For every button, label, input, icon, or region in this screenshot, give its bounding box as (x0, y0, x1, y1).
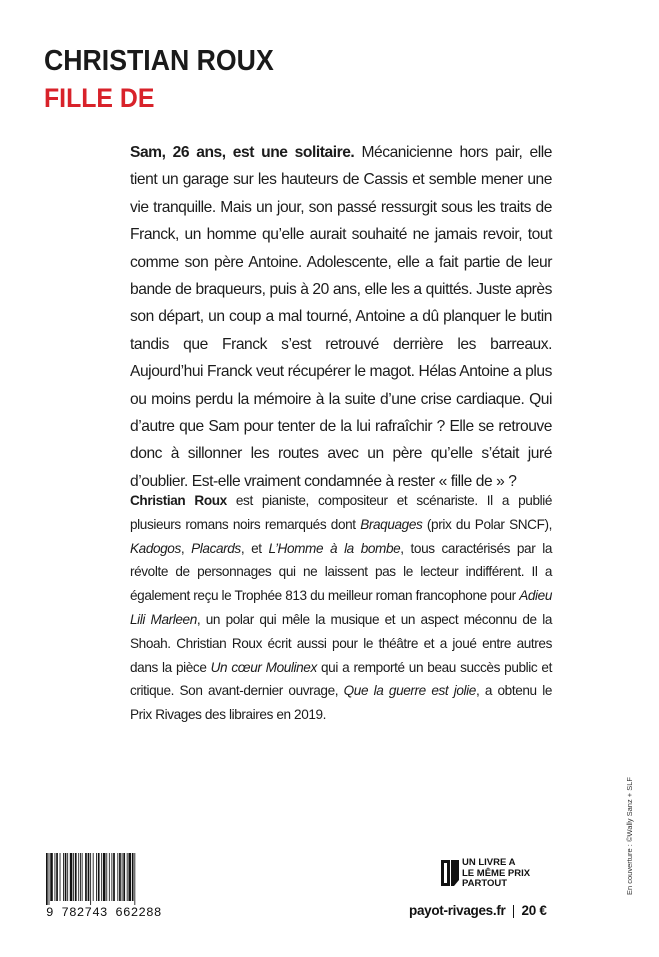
synopsis-lead: Sam, 26 ans, est une solitaire. (130, 144, 355, 161)
bio-text: (prix du Polar SNCF), (422, 516, 552, 532)
publisher-website[interactable]: payot-rivages.fr (409, 903, 506, 918)
barcode-bar (122, 853, 123, 901)
barcode-bar (67, 853, 68, 901)
bio-work-title: Que la guerre est jolie (343, 683, 476, 699)
barcode-bars (44, 853, 162, 905)
barcode-bar (85, 853, 87, 901)
barcode-bar (106, 853, 107, 901)
bio-text: qui a remporté un beau succès public et critique. Son avant-dernier ouvrage, (130, 659, 552, 699)
barcode-bar (56, 853, 58, 901)
barcode-bar (113, 853, 115, 901)
separator (513, 905, 514, 918)
author-name: CHRISTIAN ROUX (44, 45, 274, 77)
publisher-line (409, 903, 547, 918)
barcode-bar (111, 853, 112, 901)
bio-text: , un polar qui mêle la musique et un aspect méconnu de la Shoah. Christian Roux écrit aussi pour le théâtre et a joué entre autres dans la pièce (130, 611, 552, 675)
fixed-price-notice (462, 858, 530, 890)
bio-text: , (180, 540, 192, 556)
fixed-price-line: UN LIVRE A (462, 857, 516, 868)
barcode-bar (49, 853, 50, 905)
barcode-bar (98, 853, 100, 901)
bio-author-name: Christian Roux (130, 493, 227, 508)
barcode-bar (63, 853, 64, 901)
barcode-bar (80, 853, 81, 901)
fixed-price-line: PARTOUT (462, 878, 508, 889)
synopsis-text: Mécanicienne hors pair, elle tient un garage sur les hauteurs de Cassis et semble mener une vie tranquille. Mais un jour, son passé ressurgit sous les traits de Franck, un homme qu’elle aurait souhaité ne jamais revoir, tout comme son père Antoine. Adolescente, elle a fait partie de leur bande de braqueurs, puis à 20 ans, elle les a quittés. Juste après son départ, un coup a mal tourné, Antoine a dû planquer le butin tandis que Franck s’est retrouvé derrière les barreaux. Aujourd’hui Franck veut récupérer le magot. Hélas Antoine a plus ou moins perdu la mémoire à la suite d’une crise cardiaque. Qui d’autre que Sam pour tenter de la lui rafraîchir ? Elle se retrouve donc à sillonner les routes avec un père qu’elle s’était juré d’oublier. Est-elle vraiment condamnée à rester « fille de » ? (130, 144, 552, 490)
bio-work-title: L’Homme à la bombe (268, 540, 401, 556)
barcode-bar (88, 853, 90, 901)
book-price: 20 € (521, 903, 547, 918)
fixed-price-line: LE MÊME PRIX (462, 867, 531, 879)
barcode-bar (132, 853, 134, 901)
bio-text: , tous caractérisés par la révolte de personnages qui ne laissent pas le lecteur indifférent. Il a également reçu le Trophée 813 du meilleur roman francophone pour (130, 540, 552, 604)
barcode-bar (123, 853, 125, 901)
barcode-bar (109, 853, 110, 901)
bio-work-title: Adieu Lili Marleen (130, 588, 552, 627)
cover-photo-credit: En couverture : ©Wally Sanz + SLF (625, 776, 634, 895)
barcode-bar (73, 853, 74, 901)
barcode-bar (101, 853, 102, 901)
barcode-bar (117, 853, 118, 901)
barcode-bar (134, 853, 135, 905)
barcode-bar (60, 853, 61, 901)
synopsis-paragraph (130, 139, 552, 495)
barcode-bar (82, 853, 83, 901)
barcode-bar (50, 853, 53, 901)
bio-work-title: Placards (191, 540, 241, 556)
barcode-bar (103, 853, 106, 901)
bio-text: est pianiste, compositeur et scénariste. Il a publié plusieurs romans noirs remarqués dont (130, 493, 553, 532)
barcode-bar (75, 853, 77, 901)
isbn-number: 9 782743 662288 (46, 906, 162, 920)
barcode-bar (93, 853, 94, 901)
barcode-bar (70, 853, 73, 901)
barcode-bar (127, 853, 128, 901)
barcode-bar (78, 853, 79, 901)
barcode-bar (46, 853, 48, 905)
barcode-bar (96, 853, 97, 901)
barcode-bar (128, 853, 131, 901)
book-price-logo-icon (440, 858, 460, 888)
barcode-bar (55, 853, 56, 901)
bio-work-title: Kadogos (130, 540, 181, 556)
bio-work-title: Braquages (360, 516, 423, 532)
author-bio-paragraph (130, 489, 552, 727)
bio-text: , et (240, 540, 269, 556)
barcode-bar (65, 853, 67, 901)
barcode-bar (119, 853, 121, 901)
bio-work-title: Un cœur Moulinex (210, 659, 317, 675)
barcode-bar (90, 853, 91, 905)
book-title: FILLE DE (44, 83, 155, 113)
bio-text: , a obtenu le Prix Rivages des libraires en 2019. (130, 683, 552, 723)
